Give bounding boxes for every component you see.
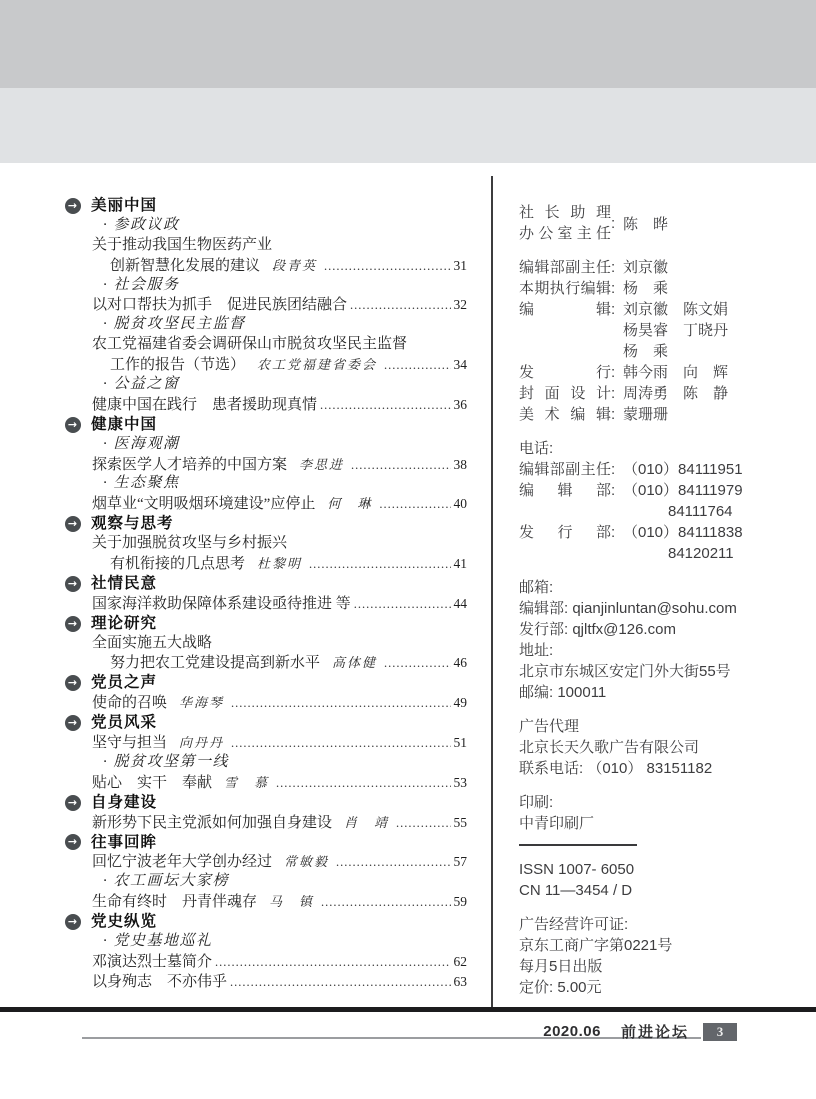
arrow-circle-icon: → xyxy=(65,914,81,930)
masthead-colon: : xyxy=(611,385,616,402)
dot-leader xyxy=(230,973,450,993)
masthead-row xyxy=(519,257,781,278)
masthead-line: 编辑部: qianjinluntan@sohu.com xyxy=(519,600,737,617)
dot-leader xyxy=(350,296,450,316)
toc-item-title: 关于推动我国生物医药产业 xyxy=(92,236,273,253)
toc-page-number: 57 xyxy=(453,854,467,870)
toc-item-title: 探索医学人才培养的中国方案 xyxy=(92,456,288,473)
dot-leader xyxy=(379,495,450,515)
toc-entry xyxy=(65,455,467,475)
toc-item-title: 全面实施五大战略 xyxy=(92,634,213,651)
masthead-value: （010）84111951 xyxy=(623,461,743,478)
masthead-label: 美术编辑 xyxy=(519,406,611,423)
toc-item-title: 回忆宁波老年大学创办经过 xyxy=(92,854,273,871)
toc-entry xyxy=(65,892,467,912)
masthead-line: 印刷: xyxy=(519,794,554,811)
masthead-director-labels xyxy=(519,202,611,244)
toc-item-title: 坚守与担当 xyxy=(92,735,168,752)
masthead-line: 地址: xyxy=(519,642,554,659)
arrow-circle-icon: → xyxy=(65,198,81,214)
toc-section-title: 社情民意 xyxy=(91,574,158,592)
masthead-line: CN 11—3454 / D xyxy=(519,882,633,899)
toc-page-number: 41 xyxy=(453,556,467,572)
toc-category xyxy=(65,315,467,335)
toc-item-title: 贴心 实干 奉献 xyxy=(92,774,213,791)
masthead-row xyxy=(519,362,781,383)
toc-category xyxy=(65,932,467,952)
arrow-circle-icon: → xyxy=(65,516,81,532)
toc-page-number: 44 xyxy=(453,595,467,611)
masthead-value: 韩今雨 向 辉 xyxy=(623,364,729,381)
toc-item-title: · 参政议政 xyxy=(103,216,180,233)
masthead-value: （010）84111979 xyxy=(623,482,743,499)
arrow-circle-icon: → xyxy=(65,616,81,632)
masthead-group xyxy=(519,202,781,244)
toc-item-title: · 生态聚焦 xyxy=(103,475,180,492)
dot-leader xyxy=(276,774,450,794)
masthead-row xyxy=(519,404,781,425)
masthead-row xyxy=(519,480,781,501)
toc-section-header xyxy=(65,713,467,733)
masthead-value: 周涛勇 陈 静 xyxy=(623,385,729,402)
toc-item-author: 向丹丹 xyxy=(179,735,225,751)
toc-item-author: 何 琳 xyxy=(327,496,373,512)
dot-leader xyxy=(231,694,450,714)
toc-page-number: 59 xyxy=(453,894,467,910)
toc-category xyxy=(65,375,467,395)
toc-section-header xyxy=(65,415,467,435)
toc-item-title: 使命的召唤 xyxy=(92,695,168,712)
toc-section-title: 健康中国 xyxy=(91,415,158,433)
toc-entry xyxy=(65,733,467,753)
toc-section-header xyxy=(65,614,467,634)
toc-column xyxy=(65,196,467,992)
masthead-colon: : xyxy=(611,406,616,423)
toc-entry xyxy=(65,335,467,355)
masthead-value: 刘京徽 xyxy=(623,259,669,276)
masthead-group xyxy=(519,577,781,703)
toc-item-title: 生命有终时 丹青伴魂存 xyxy=(92,894,258,911)
toc-item-title: 工作的报告（节选） xyxy=(110,357,246,374)
masthead-label: 编辑部副主任 xyxy=(519,461,611,478)
toc-section-title: 党员风采 xyxy=(91,714,158,732)
masthead-colon: : xyxy=(611,364,616,381)
toc-entry xyxy=(65,813,467,833)
masthead-colon: : xyxy=(611,259,616,276)
toc-category xyxy=(65,872,467,892)
toc-item-title: 新形势下民主党派如何加强自身建设 xyxy=(92,814,333,831)
masthead-label: 发行 xyxy=(519,364,611,381)
toc-item-author: 马 镇 xyxy=(269,894,315,910)
masthead-row xyxy=(519,522,781,543)
toc-entry xyxy=(65,653,467,673)
masthead-colon: : xyxy=(611,301,616,318)
toc-category xyxy=(65,216,467,236)
toc-section-title: 美丽中国 xyxy=(91,197,158,214)
toc-page-number: 55 xyxy=(453,814,467,830)
toc-page-number: 62 xyxy=(453,953,467,969)
masthead-line: 每月5日出版 xyxy=(519,958,603,975)
dot-leader xyxy=(396,814,450,834)
masthead-line: 广告代理 xyxy=(519,718,580,735)
toc-item-title: · 医海观潮 xyxy=(103,435,180,452)
toc-category xyxy=(65,276,467,296)
toc-item-title: 邓演达烈士墓简介 xyxy=(92,953,213,970)
toc-section-header xyxy=(65,514,467,534)
toc-entry xyxy=(65,534,467,554)
toc-page-number: 49 xyxy=(453,695,467,711)
top-gray-band xyxy=(0,0,816,88)
masthead-row xyxy=(519,459,781,480)
masthead-value: 84120211 xyxy=(623,545,734,562)
masthead-label: 办公室主任 xyxy=(519,225,611,242)
toc-item-title: · 党史基地巡礼 xyxy=(103,932,213,949)
masthead-label: 社长助理 xyxy=(519,204,611,221)
masthead-row xyxy=(519,278,781,299)
masthead-line: 北京市东城区安定门外大街55号 xyxy=(519,663,731,680)
dot-leader xyxy=(384,356,450,376)
toc-section-header xyxy=(65,793,467,813)
toc-item-title: · 脱贫攻坚第一线 xyxy=(103,753,230,770)
toc-page-number: 40 xyxy=(453,496,467,512)
toc-item-author: 肖 靖 xyxy=(344,814,390,830)
toc-section-title: 自身建设 xyxy=(91,793,158,811)
masthead-label: 封面设计 xyxy=(519,385,611,402)
toc-item-author: 华海琴 xyxy=(179,695,225,711)
toc-item-title: 健康中国在践行 患者援助现真情 xyxy=(92,396,318,413)
masthead-colon: : xyxy=(611,482,616,499)
toc-item-author: 常敏毅 xyxy=(284,854,330,870)
toc-entry xyxy=(65,972,467,992)
toc-item-author: 段青英 xyxy=(272,257,318,273)
toc-section-title: 往事回眸 xyxy=(91,833,158,851)
dot-leader xyxy=(324,257,450,277)
dot-leader xyxy=(351,456,450,476)
toc-item-title: · 社会服务 xyxy=(103,276,180,293)
toc-entry xyxy=(65,236,467,256)
arrow-circle-icon: → xyxy=(65,675,81,691)
toc-entry xyxy=(65,494,467,514)
toc-category xyxy=(65,474,467,494)
toc-item-title: · 农工画坛大家榜 xyxy=(103,873,230,890)
dot-leader xyxy=(215,953,450,973)
masthead-value: （010）84111838 xyxy=(623,524,743,541)
toc-page-number: 36 xyxy=(453,396,467,412)
dot-leader xyxy=(320,396,450,416)
toc-item-title: 以身殉志 不亦伟乎 xyxy=(92,973,228,990)
toc-page-number: 31 xyxy=(453,257,467,273)
arrow-circle-icon: → xyxy=(65,417,81,433)
toc-entry xyxy=(65,355,467,375)
masthead-value: 杨 乘 xyxy=(623,343,669,360)
masthead-group xyxy=(519,792,781,834)
masthead-colon: : xyxy=(611,461,616,478)
toc-item-title: 农工党福建省委会调研保山市脱贫攻坚民主监督 xyxy=(92,336,408,353)
masthead-value: 杨 乘 xyxy=(623,280,669,297)
masthead-line: 联系电话: （010） 83151182 xyxy=(519,760,713,777)
toc-item-author: 农工党福建省委会 xyxy=(257,357,378,373)
toc-entry xyxy=(65,395,467,415)
toc-item-author: 杜黎明 xyxy=(257,556,303,572)
dot-leader xyxy=(336,853,450,873)
toc-item-author: 雪 慕 xyxy=(224,774,270,790)
masthead-column xyxy=(519,202,781,998)
masthead-label: 编辑 xyxy=(519,301,611,318)
toc-item-title: · 公益之窗 xyxy=(103,376,180,393)
toc-entry xyxy=(65,773,467,793)
toc-item-title: 烟草业“文明吸烟环境建设”应停止 xyxy=(92,496,316,513)
toc-page-number: 51 xyxy=(453,735,467,751)
arrow-circle-icon: → xyxy=(65,834,81,850)
masthead-divider xyxy=(519,844,637,846)
masthead-line: 邮箱: xyxy=(519,579,554,596)
toc-section-header xyxy=(65,196,467,216)
masthead-value: 84111764 xyxy=(623,503,733,520)
toc-entry xyxy=(65,634,467,654)
secondary-gray-band xyxy=(0,88,816,163)
masthead-label: 本期执行编辑 xyxy=(519,280,611,297)
masthead-line: 邮编: 100011 xyxy=(519,684,607,701)
toc-page-number: 34 xyxy=(453,357,467,373)
masthead-header: 电话: xyxy=(519,440,554,457)
masthead-label: 编辑部 xyxy=(519,482,611,499)
masthead-row xyxy=(519,383,781,404)
toc-category xyxy=(65,435,467,455)
masthead-line: 发行部: qjltfx@126.com xyxy=(519,621,676,638)
dot-leader xyxy=(384,654,450,674)
masthead-group xyxy=(519,438,781,564)
toc-page-number: 63 xyxy=(453,973,467,989)
masthead-line: 北京长天久歌广告有限公司 xyxy=(519,739,700,756)
masthead-line: 京东工商广字第0221号 xyxy=(519,937,673,954)
footer-page-badge: 3 xyxy=(703,1023,737,1041)
masthead-group xyxy=(519,257,781,425)
toc-entry xyxy=(65,952,467,972)
toc-item-author: 高体健 xyxy=(332,655,378,671)
toc-page-number: 32 xyxy=(453,297,467,313)
toc-item-title: 有机衔接的几点思考 xyxy=(110,556,246,573)
toc-entry xyxy=(65,295,467,315)
toc-item-title: 关于加强脱贫攻坚与乡村振兴 xyxy=(92,535,288,552)
masthead-label: 发行部 xyxy=(519,524,611,541)
dot-leader xyxy=(321,893,450,913)
masthead-group xyxy=(519,914,781,998)
toc-item-title: 努力把农工党建设提高到新水平 xyxy=(110,655,321,672)
footer-thick-rule xyxy=(0,1007,816,1012)
toc-section-title: 党员之声 xyxy=(91,674,158,692)
toc-item-title: 以对口帮扶为抓手 促进民族团结融合 xyxy=(92,297,348,314)
masthead-value: 蒙珊珊 xyxy=(623,406,669,423)
dot-leader xyxy=(354,595,451,615)
masthead-line: 广告经营许可证: xyxy=(519,916,629,933)
toc-item-title: · 脱贫攻坚民主监督 xyxy=(103,316,246,333)
toc-item-author: 李思进 xyxy=(299,456,345,472)
masthead-colon: : xyxy=(611,524,616,541)
toc-section-title: 理论研究 xyxy=(91,614,158,632)
toc-section-header xyxy=(65,673,467,693)
toc-section-title: 观察与思考 xyxy=(91,515,174,533)
toc-entry xyxy=(65,594,467,614)
toc-category xyxy=(65,753,467,773)
masthead-line: 中青印刷厂 xyxy=(519,815,595,832)
masthead-director-block xyxy=(519,202,781,244)
toc-item-title: 创新智慧化发展的建议 xyxy=(110,257,261,274)
masthead-value: 陈 晔 xyxy=(623,215,669,233)
arrow-circle-icon: → xyxy=(65,715,81,731)
toc-section-header xyxy=(65,833,467,853)
masthead-row xyxy=(519,543,781,564)
toc-page-number: 46 xyxy=(453,655,467,671)
toc-entry xyxy=(65,256,467,276)
masthead-group xyxy=(519,716,781,779)
masthead-row xyxy=(519,320,781,341)
toc-entry xyxy=(65,693,467,713)
masthead-value: 杨昊睿 丁晓丹 xyxy=(623,322,729,339)
page-footer xyxy=(543,1021,737,1042)
masthead-line: ISSN 1007- 6050 xyxy=(519,861,635,878)
masthead-label: 编辑部副主任 xyxy=(519,259,611,276)
footer-issue: 2020.06 xyxy=(543,1023,601,1040)
dot-leader xyxy=(231,734,450,754)
masthead-colon: : xyxy=(611,280,616,297)
column-divider xyxy=(491,176,493,1007)
footer-magazine-name: 前进论坛 xyxy=(620,1024,689,1041)
toc-entry xyxy=(65,852,467,872)
toc-section-header xyxy=(65,574,467,594)
masthead-row xyxy=(519,501,781,522)
dot-leader xyxy=(309,555,450,575)
masthead-value: 刘京徽 陈文娟 xyxy=(623,301,729,318)
arrow-circle-icon: → xyxy=(65,795,81,811)
masthead-colon: : xyxy=(611,214,616,232)
masthead-line: 定价: 5.00元 xyxy=(519,979,602,996)
masthead-row xyxy=(519,341,781,362)
toc-section-title: 党史纵览 xyxy=(91,913,158,931)
toc-section-header xyxy=(65,912,467,932)
toc-item-title: 国家海洋救助保障体系建设亟待推进 等 xyxy=(92,595,351,612)
masthead-group xyxy=(519,859,781,901)
masthead-row xyxy=(519,299,781,320)
toc-page-number: 38 xyxy=(453,456,467,472)
arrow-circle-icon: → xyxy=(65,576,81,592)
toc-page-number: 53 xyxy=(453,774,467,790)
toc-entry xyxy=(65,554,467,574)
